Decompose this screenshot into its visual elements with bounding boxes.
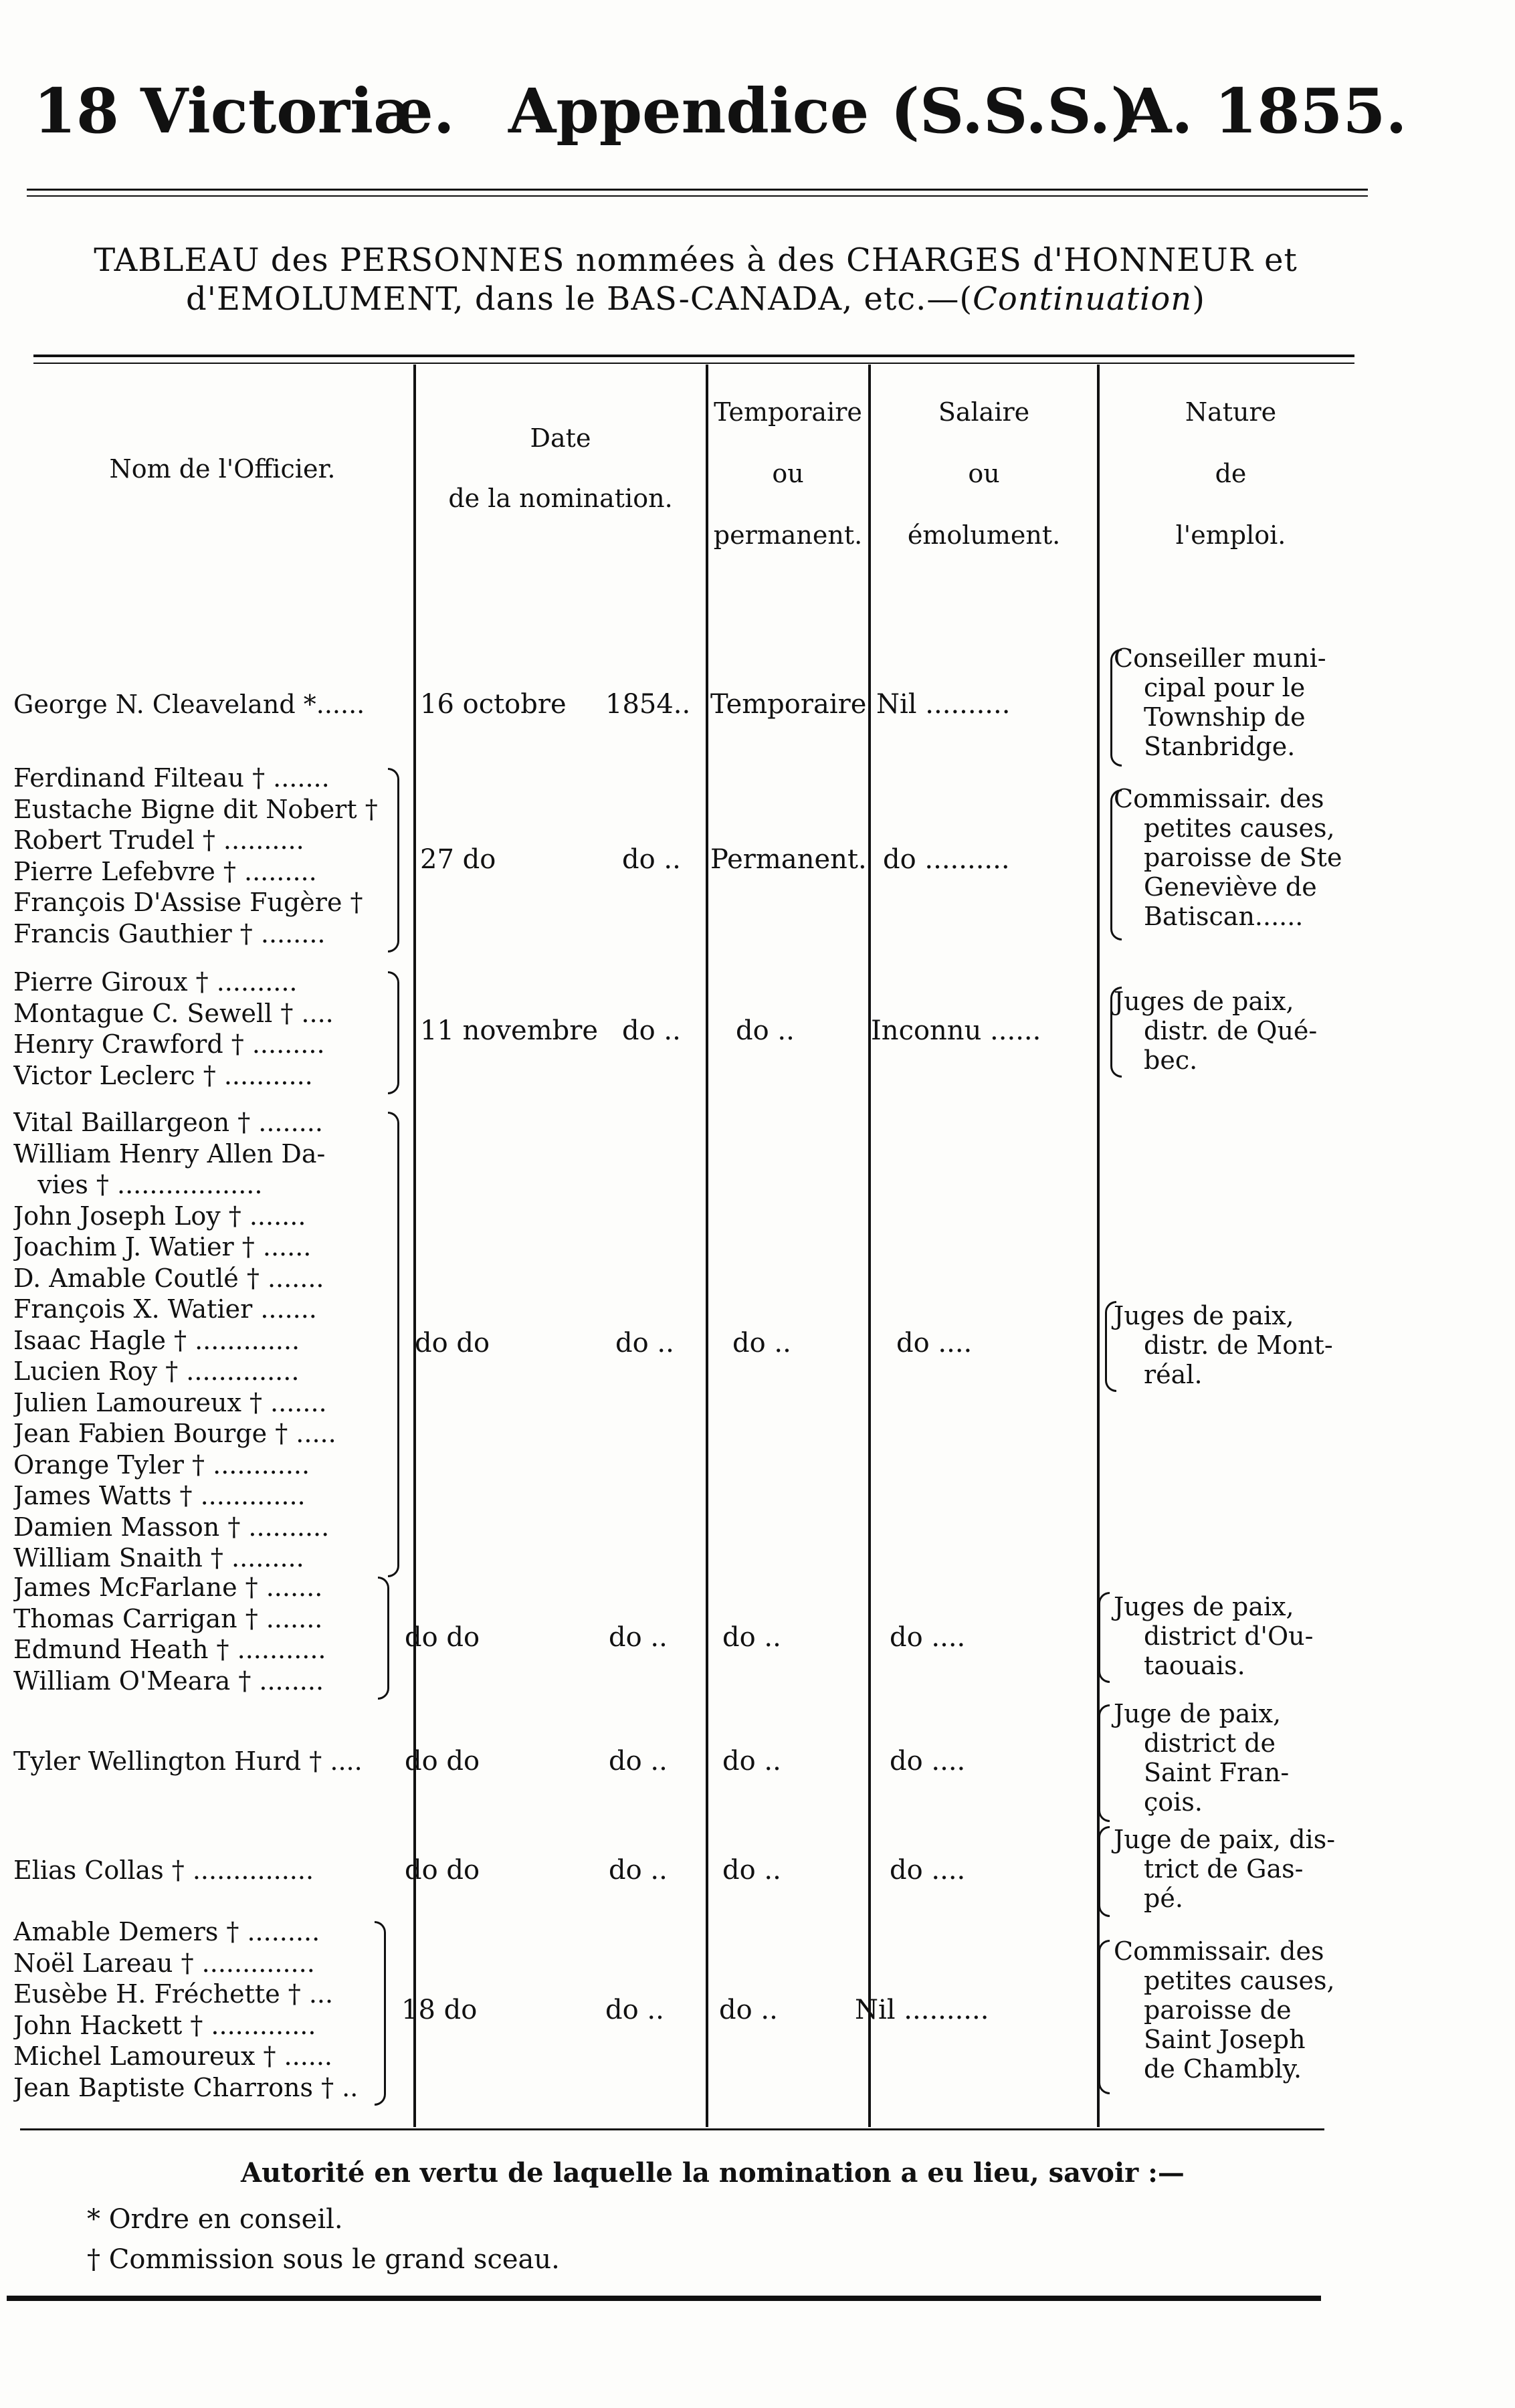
officer-name: Montague C. Sewell † .... (13, 998, 334, 1028)
column-header-name: Nom de l'Officier. (109, 454, 336, 484)
names-brace (388, 971, 399, 1094)
column-divider-2 (706, 365, 708, 2127)
names-brace (388, 1112, 399, 1577)
officer-name: Edmund Heath † ........... (13, 1635, 326, 1664)
column-header-salary: Salaire ou émolument. (907, 397, 1061, 550)
column-header-tenure: Temporaire ou permanent. (713, 397, 863, 550)
officer-names (13, 1855, 385, 1886)
nomination-year: do .. (609, 1746, 668, 1777)
header-appendix: Appendice (S.S.S.) (508, 75, 1140, 147)
tenure-type: Permanent. (710, 844, 867, 875)
officer-name: Eustache Bigne dit Nobert † (13, 794, 378, 824)
header-year: A. 1855. (1124, 75, 1407, 147)
officer-name: Pierre Giroux † .......... (13, 967, 298, 997)
salary: do .... (896, 1328, 973, 1359)
nomination-year: do .. (615, 1328, 674, 1359)
column-divider-3 (868, 365, 871, 2127)
officer-name: William Henry Allen Da- (13, 1138, 326, 1169)
tenure-type: do .. (732, 1328, 791, 1359)
names-brace (388, 768, 399, 952)
tenure-type: do .. (722, 1855, 781, 1886)
officer-name: William Snaith † ......... (13, 1543, 304, 1573)
officer-name: Elias Collas † ............... (13, 1855, 314, 1885)
table-bottom-rule (20, 2128, 1324, 2130)
officer-name: Francis Gauthier † ........ (13, 918, 326, 948)
nomination-date: do do (415, 1328, 490, 1359)
employment-nature: Commissair. des petites causes, paroisse de Ste Geneviève de Batiscan...... (1114, 784, 1342, 931)
officer-name: Victor Leclerc † ........... (13, 1060, 313, 1090)
nomination-year: do .. (622, 1015, 681, 1046)
authority-heading: Autorité en vertu de laquelle la nomination a eu lieu, savoir :— (241, 2157, 1185, 2189)
column-header-nature: Nature de l'emploi. (1175, 397, 1286, 550)
officer-name: James McFarlane † ....... (13, 1573, 323, 1602)
salary: Nil .......... (876, 689, 1011, 720)
officer-name: John Joseph Loy † ....... (13, 1201, 306, 1231)
officer-name: François X. Watier ....... (13, 1294, 317, 1324)
officer-name: Jean Fabien Bourge † ..... (13, 1419, 336, 1448)
names-brace (378, 1577, 389, 1700)
officer-name: Eusèbe H. Fréchette † ... (13, 1979, 334, 2009)
officer-names (13, 1916, 385, 2103)
nature-brace (1098, 1826, 1110, 1917)
officer-names (13, 689, 385, 720)
officer-name: Jean Baptiste Charrons † .. (13, 2072, 359, 2102)
officer-name: Amable Demers † ......... (13, 1917, 320, 1946)
employment-nature: Conseiller muni- cipal pour le Township de Stanbridge. (1114, 643, 1326, 761)
officer-name: John Hackett † ............. (13, 2010, 316, 2040)
nomination-date: do do (405, 1622, 480, 1653)
salary: do .... (890, 1855, 966, 1886)
nomination-date: do do (405, 1746, 480, 1777)
header-rule-bottom (27, 195, 1368, 197)
table-title (27, 241, 1365, 318)
officer-name: Henry Crawford † ......... (13, 1029, 325, 1059)
nomination-date: 11 novembre (420, 1015, 599, 1046)
officer-name: William O'Meara † ........ (13, 1666, 324, 1696)
employment-nature: Commissair. des petites causes, paroisse de Saint Joseph de Chambly. (1114, 1936, 1335, 2084)
salary: Inconnu ...... (871, 1015, 1041, 1046)
officer-name: James Watts † ............. (13, 1481, 306, 1510)
officer-name: Ferdinand Filteau † ....... (13, 763, 330, 793)
table-top-rule-2 (33, 363, 1354, 364)
nomination-date: 16 octobre (420, 689, 567, 720)
salary: do .......... (883, 844, 1010, 875)
tenure-type: do .. (722, 1746, 781, 1777)
officer-name: Michel Lamoureux † ...... (13, 2041, 333, 2071)
nomination-date: do do (405, 1855, 480, 1886)
officer-name: Noël Lareau † .............. (13, 1948, 315, 1978)
tenure-type: do .. (719, 1995, 778, 2025)
nature-brace (1098, 1940, 1110, 2094)
nature-brace (1098, 1704, 1110, 1822)
officer-name: vies † .................. (13, 1170, 263, 1199)
salary: Nil .......... (855, 1995, 989, 2025)
officer-name: Tyler Wellington Hurd † .... (13, 1746, 363, 1776)
employment-nature: Juges de paix, distr. de Mont- réal. (1114, 1301, 1333, 1389)
page-bottom-rule (7, 2296, 1321, 2301)
footnote-great-seal: † Commission sous le grand sceau. (87, 2244, 560, 2275)
officer-name: François D'Assise Fugère † (13, 888, 363, 917)
employment-nature: Juge de paix, dis- trict de Gas- pé. (1114, 1825, 1336, 1913)
officer-names (13, 967, 385, 1091)
nomination-year: do .. (622, 844, 681, 875)
nomination-year: do .. (609, 1855, 668, 1886)
nomination-year: 1854.. (605, 689, 691, 720)
officer-name: Robert Trudel † .......... (13, 825, 304, 855)
tenure-type: Temporaire (710, 689, 867, 720)
officer-names (13, 1746, 385, 1777)
names-brace (375, 1921, 386, 2106)
salary: do .... (890, 1622, 966, 1653)
employment-nature: Juge de paix, district de Saint Fran- çois. (1114, 1699, 1290, 1817)
officer-name: Lucien Roy † .............. (13, 1357, 300, 1386)
nomination-year: do .. (605, 1995, 664, 2025)
officer-name: Isaac Hagle † ............. (13, 1325, 300, 1355)
table-top-rule-1 (33, 355, 1354, 357)
officer-name: Orange Tyler † ............ (13, 1449, 310, 1480)
footnote-order-in-council: * Ordre en conseil. (87, 2204, 343, 2235)
salary: do .... (890, 1746, 966, 1777)
officer-name: Joachim J. Watier † ...... (13, 1232, 312, 1262)
tenure-type: do .. (736, 1015, 795, 1046)
nomination-date: 18 do (401, 1995, 478, 2025)
officer-name: Thomas Carrigan † ....... (13, 1603, 323, 1633)
officer-name: D. Amable Coutlé † ....... (13, 1263, 324, 1293)
header-rule-top (27, 189, 1368, 191)
employment-nature: Juges de paix, distr. de Qué- bec. (1114, 987, 1318, 1075)
tenure-type: do .. (722, 1622, 781, 1653)
officer-names (13, 1572, 385, 1696)
officer-name: Damien Masson † .......... (13, 1512, 330, 1542)
officer-names (13, 1107, 385, 1574)
header-session: 18 Victoriæ. (33, 75, 455, 147)
officer-name: Pierre Lefebvre † ......... (13, 856, 317, 886)
column-header-date: Date de la nomination. (448, 423, 673, 513)
officer-name: Julien Lamoureux † ....... (13, 1387, 327, 1417)
officer-name: George N. Cleaveland *...... (13, 690, 365, 719)
officer-name: Vital Baillargeon † ........ (13, 1108, 323, 1137)
nomination-date: 27 do (420, 844, 496, 875)
nature-brace (1098, 1592, 1110, 1683)
officer-names (13, 763, 385, 949)
title-line-1: TABLEAU des PERSONNES nommées à des CHARGES d'HONNEUR et (94, 241, 1298, 279)
title-line-2: d'EMOLUMENT, dans le BAS-CANADA, etc.—(Continuation) (186, 280, 1205, 318)
nomination-year: do .. (609, 1622, 668, 1653)
employment-nature: Juges de paix, district d'Ou- taouais. (1114, 1592, 1314, 1680)
